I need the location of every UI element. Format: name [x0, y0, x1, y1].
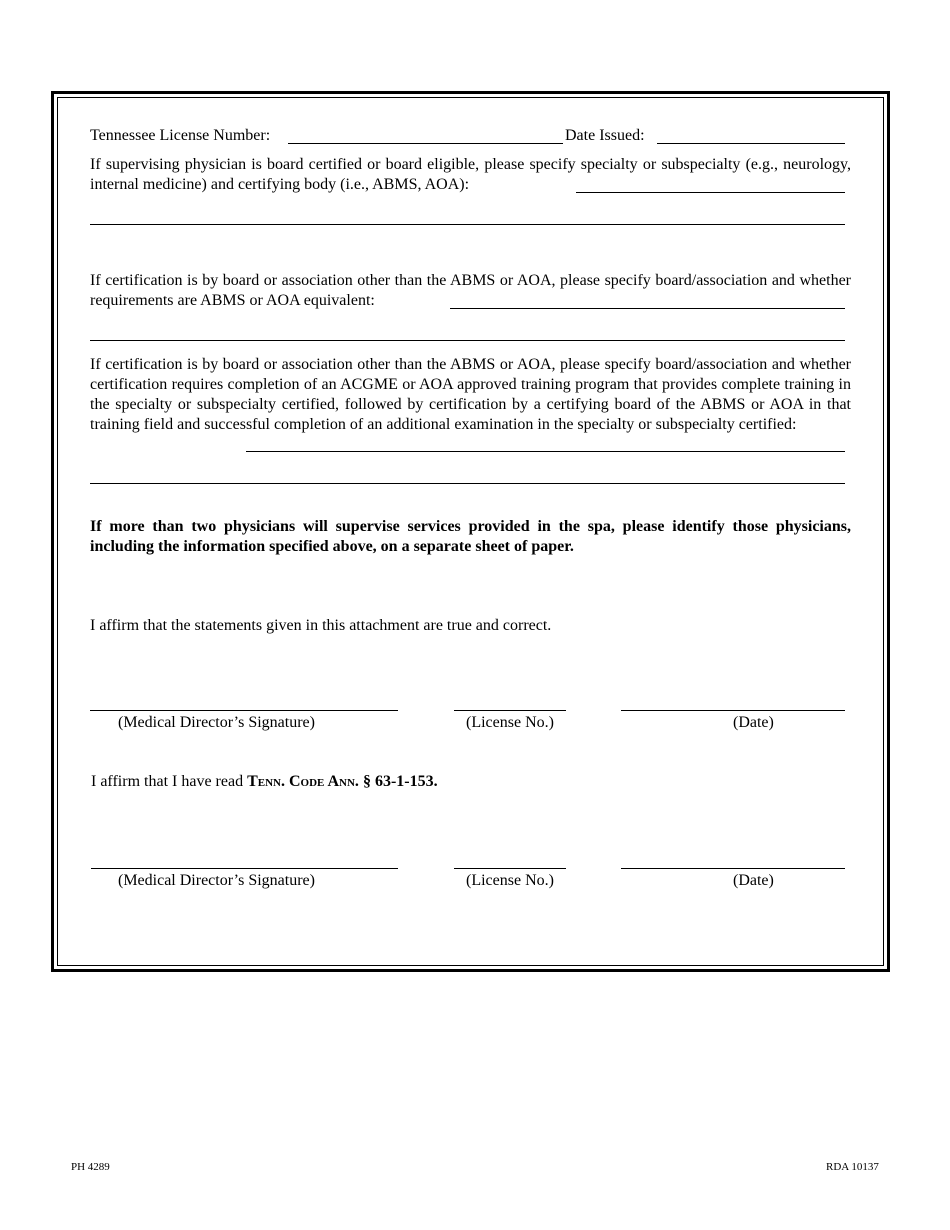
form-code-left: PH 4289	[71, 1161, 110, 1173]
specialty-field[interactable]	[576, 192, 845, 193]
board-certification-text: If supervising physician is board certified or board eligible, please specify specialty or subspecialty (e.g., neurology, internal medicine) and certifying body (i.e., ABMS, AOA):	[90, 156, 851, 193]
statute-affirmation: I affirm that I have read Tenn. Code Ann. § 63-1-153.	[91, 773, 438, 790]
other-board-field-continued[interactable]	[90, 340, 845, 341]
date-issued-field[interactable]	[657, 143, 845, 144]
date-issued-label: Date Issued:	[565, 127, 645, 144]
license-no-label-2: (License No.)	[466, 872, 554, 889]
date-line-2[interactable]	[621, 868, 845, 869]
form-code-right: RDA 10137	[826, 1161, 879, 1173]
license-number-label: Tennessee License Number:	[90, 127, 271, 144]
specialty-field-continued[interactable]	[90, 224, 845, 225]
acgme-requirement-text: If certification is by board or association other than the ABMS or AOA, please specify board/association and whether certification requires completion of an ACGME or AOA approved training program that provides complete training in the specialty or subspecialty certified, followed by certification by a certifying board of the ABMS or AOA in that training field and successful completion of an additional examination in the specialty or subspecialty certified:	[90, 356, 851, 433]
other-board-text: If certification is by board or association other than the ABMS or AOA, please specify board/association and whether requirements are ABMS or AOA equivalent:	[90, 272, 851, 309]
other-board-field[interactable]	[450, 308, 845, 309]
acgme-field-continued[interactable]	[90, 483, 845, 484]
license-no-line-1[interactable]	[454, 710, 566, 711]
date-line-1[interactable]	[621, 710, 845, 711]
signature-line-1[interactable]	[90, 710, 398, 711]
license-no-line-2[interactable]	[454, 868, 566, 869]
statute-name: Tenn. Code Ann.	[247, 773, 359, 790]
signature-label-1: (Medical Director’s Signature)	[118, 714, 315, 731]
affirmation-statement: I affirm that the statements given in this attachment are true and correct.	[90, 617, 552, 634]
statute-section: § 63-1-153.	[358, 773, 438, 790]
signature-label-2: (Medical Director’s Signature)	[118, 872, 315, 889]
license-number-field[interactable]	[288, 143, 563, 144]
more-physicians-notice: If more than two physicians will supervise services provided in the spa, please identify those physicians, including the information specified above, on a separate sheet of paper.	[90, 518, 851, 555]
signature-line-2[interactable]	[91, 868, 398, 869]
license-no-label-1: (License No.)	[466, 714, 554, 731]
date-label-1: (Date)	[733, 714, 774, 731]
acgme-field[interactable]	[246, 451, 845, 452]
date-label-2: (Date)	[733, 872, 774, 889]
